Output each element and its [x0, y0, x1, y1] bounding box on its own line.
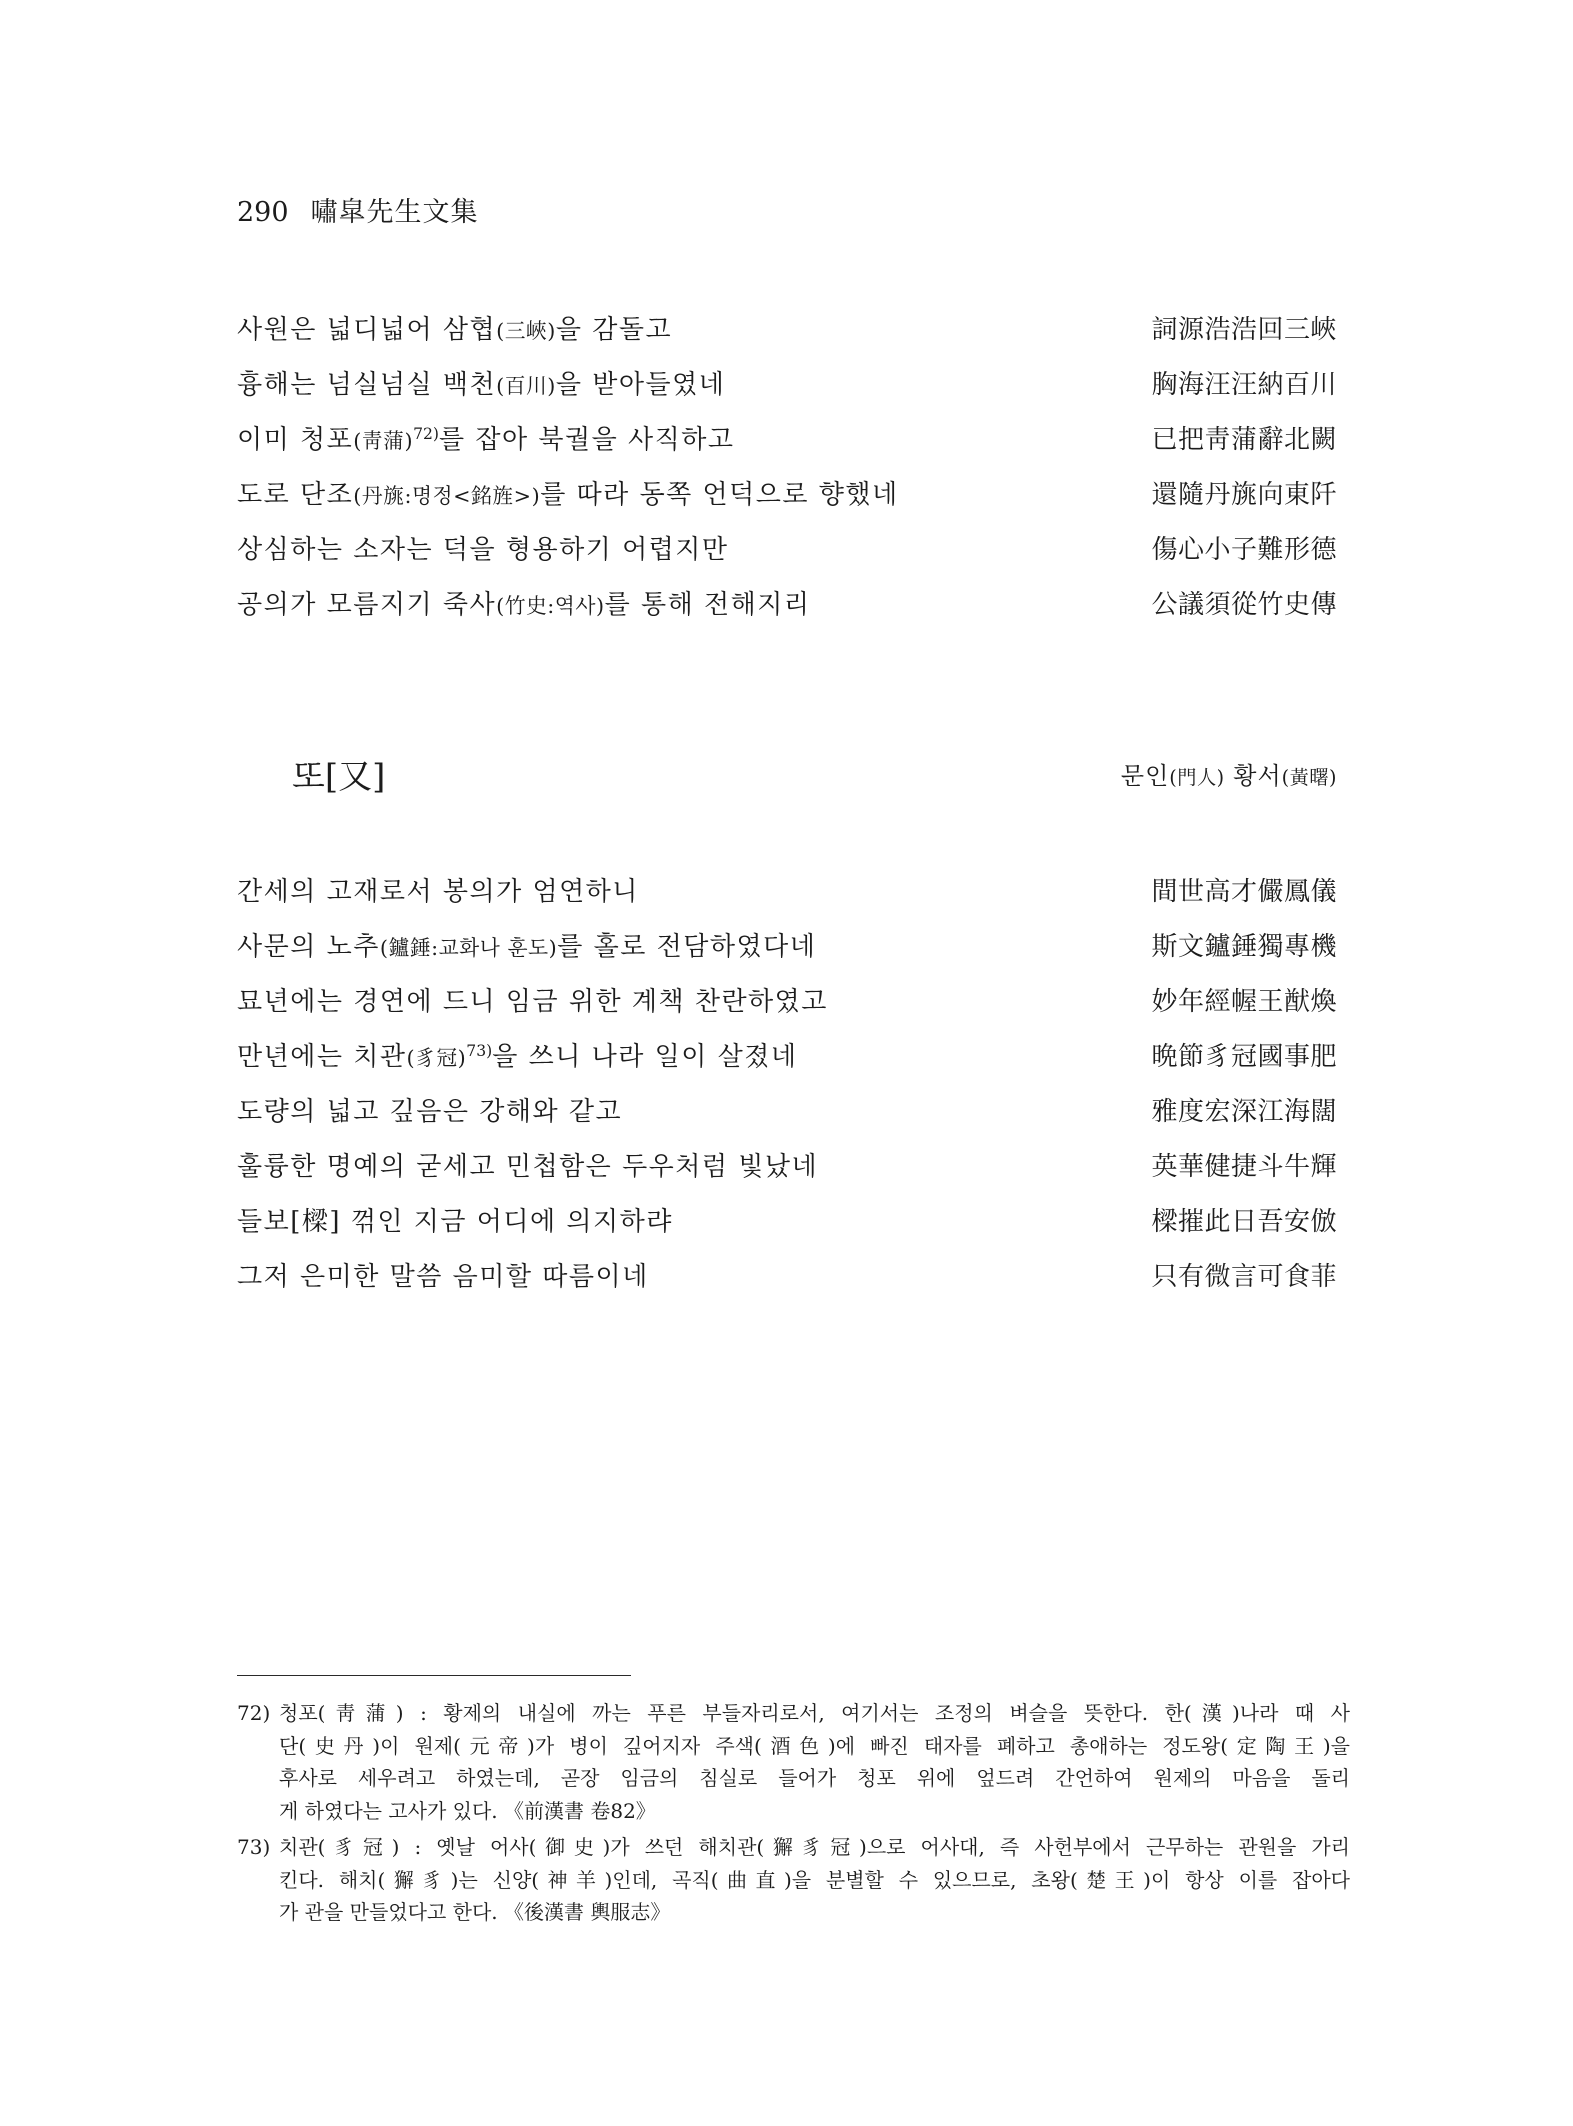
- footnote-number: 73): [237, 1835, 271, 1859]
- poem-heading: [237, 745, 1337, 801]
- korean-translation-line: 그저 은미한 말씀 음미할 따름이네: [237, 1262, 649, 1292]
- footnote-text-line: 후사로 세우려고 하였는데, 곧장 임금의 침실로 들어가 청포 위에 엎드려 간언하여 원제의 마음을 돌리: [279, 1766, 1350, 1790]
- running-head: [237, 194, 479, 232]
- poem-line: [237, 410, 1337, 465]
- poem-line: [237, 1027, 1337, 1082]
- footnote-text-line: 가 관을 만들었다고 한다. 《後漢書 輿服志》: [279, 1900, 671, 1924]
- footnote-text-line: 치관(豸冠) : 옛날 어사(御史)가 쓰던 해치관(獬豸冠)으로 어사대, 즉 사헌부에서 근무하는 관원을 가리: [279, 1835, 1350, 1859]
- poem-line: [237, 1192, 1337, 1247]
- korean-translation-line: 들보[樑] 꺾인 지금 어디에 의지하랴: [237, 1207, 673, 1237]
- page-number: 290: [237, 197, 289, 228]
- footnote-ref: 72): [413, 425, 439, 444]
- korean-translation-line: 이미 청포(靑蒲)$^{72)}$를 잡아 북궐을 사직하고: [237, 425, 735, 455]
- footnote-73: [237, 1831, 1350, 1929]
- chinese-original-line: 間世高才儼鳳儀: [1151, 877, 1337, 907]
- footnote-separator: [237, 1675, 631, 1676]
- chinese-original-line: 英華健捷斗牛輝: [1151, 1152, 1337, 1182]
- poem-line: [237, 300, 1337, 355]
- gloss-text: (門人): [1169, 765, 1225, 789]
- gloss-text: (豸冠): [406, 1046, 467, 1070]
- korean-translation-line: 도량의 넓고 깊음은 강해와 같고: [237, 1097, 623, 1127]
- chinese-original-line: 斯文鑪錘獨專機: [1151, 932, 1337, 962]
- poem-first: [237, 300, 1337, 630]
- chinese-original-line: 胸海汪汪納百川: [1151, 370, 1337, 400]
- poem-line: [237, 862, 1337, 917]
- poem-second: [237, 862, 1337, 1302]
- footnotes: [237, 1697, 1350, 1933]
- gloss-text: (百川): [496, 374, 556, 398]
- korean-translation-line: 간세의 고재로서 봉의가 엄연하니: [237, 877, 639, 907]
- gloss-text: (竹史:역사): [496, 594, 605, 618]
- poem-line: [237, 972, 1337, 1027]
- poem-line: [237, 1247, 1337, 1302]
- poem-title: 또[又]: [292, 756, 386, 797]
- footnote-text-line: 단(史丹)이 원제(元帝)가 병이 깊어지자 주색(酒色)에 빠진 태자를 폐하고 총애하는 정도왕(定陶王)을: [279, 1733, 1350, 1758]
- chinese-original-line: 詞源浩浩回三峽: [1151, 315, 1337, 345]
- chinese-original-line: 還隨丹旐向東阡: [1151, 480, 1337, 510]
- book-title: 嘯皐先生文集: [310, 197, 479, 228]
- poem-line: [237, 355, 1337, 410]
- korean-translation-line: 사문의 노추(鑪錘:교화나 훈도)를 홀로 전담하였다네: [237, 932, 817, 962]
- poem-line: [237, 465, 1337, 520]
- chinese-original-line: 已把靑蒲辭北闕: [1151, 425, 1337, 455]
- gloss-text: (黃曙): [1281, 765, 1337, 789]
- chinese-original-line: 雅度宏深江海闊: [1151, 1097, 1337, 1127]
- chinese-original-line: 傷心小子難形德: [1151, 535, 1337, 565]
- footnote-72: [237, 1697, 1350, 1827]
- poem-author: 문인(門人) 황서(黃曙): [1120, 761, 1337, 790]
- poem-line: [237, 520, 1337, 575]
- korean-translation-line: 묘년에는 경연에 드니 임금 위한 계책 찬란하였고: [237, 987, 828, 1017]
- korean-translation-line: 흉해는 넘실넘실 백천(百川)을 받아들였네: [237, 370, 726, 400]
- chinese-original-line: 妙年經幄王猷煥: [1151, 987, 1337, 1017]
- footnote-number: 72): [237, 1701, 271, 1725]
- poem-line: [237, 917, 1337, 972]
- gloss-text: (三峽): [496, 319, 556, 343]
- korean-translation-line: 사원은 넓디넓어 삼협(三峽)을 감돌고: [237, 315, 673, 345]
- korean-translation-line: 만년에는 치관(豸冠)$^{73)}$을 쓰니 나라 일이 살졌네: [237, 1042, 798, 1072]
- korean-translation-line: 공의가 모름지기 죽사(竹史:역사)를 통해 전해지리: [237, 590, 811, 620]
- poem-line: [237, 1082, 1337, 1137]
- poem-line: [237, 575, 1337, 630]
- gloss-text: (丹旐:명정<銘旌>): [353, 484, 541, 508]
- gloss-text: (鑪錘:교화나 훈도): [379, 936, 558, 960]
- chinese-original-line: 只有微言可食菲: [1151, 1262, 1337, 1292]
- korean-translation-line: 훌륭한 명예의 굳세고 민첩함은 두우처럼 빛났네: [237, 1152, 819, 1182]
- chinese-original-line: 公議須從竹史傳: [1151, 590, 1337, 620]
- footnote-text-line: 킨다. 해치(獬豸)는 신양(神羊)인데, 곡직(曲直)을 분별할 수 있으므로, 초왕(楚王)이 항상 이를 잡아다: [279, 1867, 1350, 1892]
- footnote-text-line: 청포(靑蒲) : 황제의 내실에 까는 푸른 부들자리로서, 여기서는 조정의 벼슬을 뜻한다. 한(漢)나라 때 사: [279, 1701, 1350, 1725]
- footnote-ref: 73): [466, 1042, 493, 1061]
- footnote-text-line: 게 하였다는 고사가 있다. 《前漢書 卷82》: [279, 1798, 656, 1823]
- chinese-original-line: 晩節豸冠國事肥: [1151, 1042, 1337, 1072]
- korean-translation-line: 도로 단조(丹旐:명정<銘旌>)를 따라 동쪽 언덕으로 향했네: [237, 480, 899, 510]
- korean-translation-line: 상심하는 소자는 덕을 형용하기 어렵지만: [237, 535, 729, 565]
- chinese-original-line: 樑摧此日吾安倣: [1151, 1207, 1337, 1237]
- poem-line: [237, 1137, 1337, 1192]
- gloss-text: (靑蒲): [353, 429, 414, 453]
